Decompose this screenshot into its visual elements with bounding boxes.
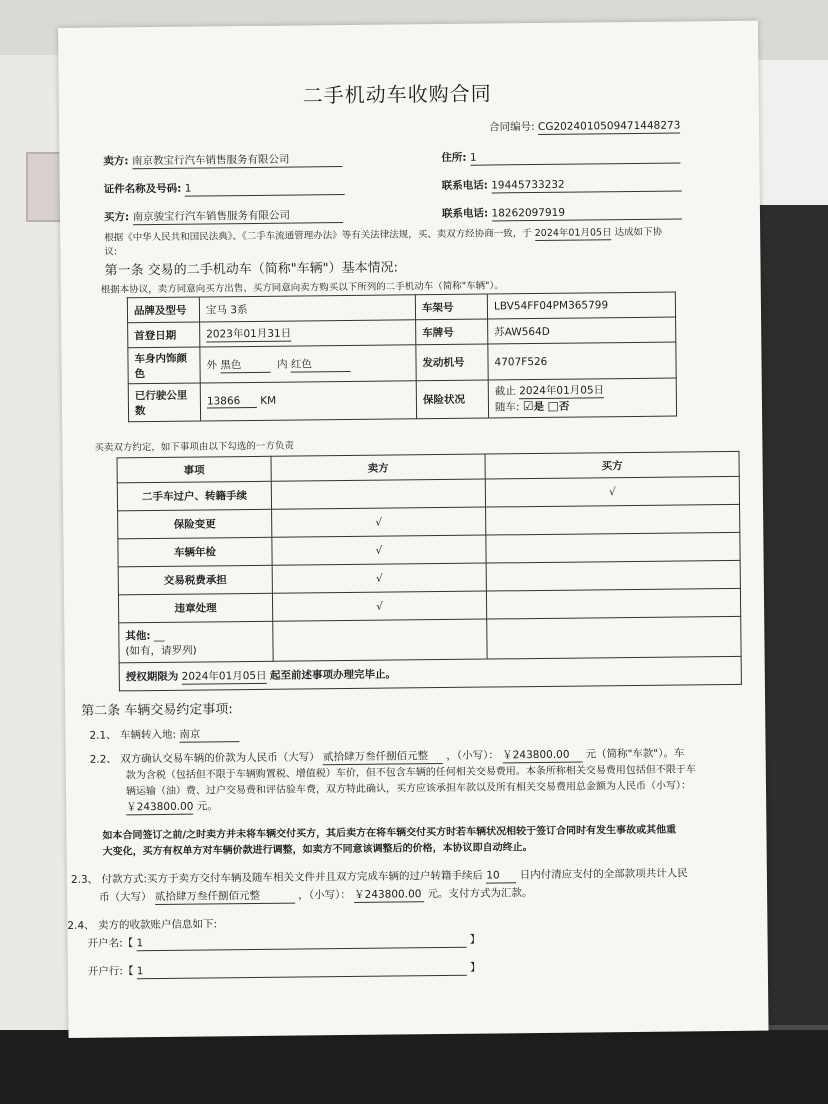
intro-line [104, 226, 662, 246]
row-buyer-check[interactable] [486, 504, 740, 535]
header-item: 事项 [117, 456, 271, 483]
row-seller-check[interactable] [271, 479, 485, 509]
account-bank-value[interactable]: 1 [137, 962, 467, 979]
vin-label: 车架号 [415, 294, 487, 320]
header-buyer: 买方 [485, 451, 739, 479]
yes-label: 是 [533, 400, 545, 414]
engine-value: 4707F526 [488, 342, 676, 380]
no-label: 否 [558, 400, 570, 413]
row-item: 交易税费承担 [118, 565, 272, 595]
clause-2-1-number: 2.1、 [89, 729, 117, 742]
inner-color-label: 内 [277, 358, 288, 371]
buyer-phone-value: 18262097919 [491, 205, 681, 221]
intro-text: 根据《中华人民共和国民法典》、《二手车流通管理办法》等有关法律法规，买、卖双方经协商一致，于 [104, 228, 532, 244]
buyer-phone-label: 联系电话: [441, 207, 489, 220]
row-item: 违章处理 [118, 593, 272, 623]
clause-2-1-value: 南京 [179, 728, 239, 743]
price-upper: 贰拾肆万叁仟捌佰元整 [323, 750, 443, 765]
row-buyer-check[interactable] [486, 532, 740, 563]
clause-2-4 [67, 918, 217, 933]
account-name-value[interactable]: 1 [136, 934, 466, 951]
address-label: 住所: [441, 151, 467, 164]
insurance-until-label: 截止 [494, 385, 516, 398]
clause-2-3-text-a: 付款方式:买方于卖方交付车辆及随车相关文件并且双方完成车辆的过户转籍手续后 [101, 869, 484, 886]
vin-value: LBV54FF04PM365799 [487, 292, 675, 319]
account-bank-label: 开户行:【 [87, 965, 134, 978]
buyer-label: 买方: [103, 211, 130, 224]
outer-color-label: 外 [206, 358, 218, 371]
price-lower: ￥243800.00 [502, 749, 582, 764]
row-seller-check[interactable]: √ [272, 563, 486, 593]
deadline-suffix: 起至前述事项办理完毕止。 [269, 667, 396, 682]
row-item: 车辆年检 [118, 537, 272, 567]
id-value: 1 [185, 181, 345, 197]
background-bottom [0, 1030, 828, 1104]
row-item: 二手车过户、转籍手续 [117, 481, 271, 511]
clause-2-1 [89, 728, 239, 744]
section2-title: 第二条 车辆交易约定事项: [81, 702, 233, 719]
clause-2-2-text-c: 元（简称"车款"）。车 [585, 747, 685, 761]
account-name-row [88, 934, 481, 952]
clause-2-2-line2: 款为含税（包括但不限于车辆购置税、增值税）车价，但不包含车辆的任何相关交易费用。本条所称相关交易费用包括但不限于车 [125, 764, 696, 782]
reg-date-value: 2023年01月31日 [206, 327, 292, 341]
clause-2-2-line4 [126, 800, 218, 815]
seller-phone-label: 联系电话: [441, 179, 488, 192]
row-seller-check[interactable]: √ [272, 535, 486, 565]
responsibility-table [116, 451, 741, 692]
deadline-value: 2024年01月05日 [181, 669, 267, 683]
other-seller-cell[interactable] [273, 619, 487, 661]
section1-title: 第一条 交易的二手机动车（简称"车辆"）基本情况: [104, 260, 399, 279]
contract-number-value: CG2024010509471448273 [537, 119, 681, 133]
plate-value: 苏AW564D [488, 317, 676, 344]
intro-line-2: 议: [104, 246, 118, 258]
deadline-label: 授权期限为 [125, 670, 179, 683]
clause-2-3-line2 [99, 887, 532, 906]
mileage-label: 已行驶公里数 [128, 383, 200, 422]
insurance-until-value: 2024年01月05日 [519, 384, 605, 398]
header-seller: 卖方 [271, 454, 485, 481]
mileage-value: 13866 [207, 395, 257, 409]
buyer-value: 南京骏宝行汽车销售服务有限公司 [132, 209, 342, 225]
inner-color-value: 红色 [291, 355, 351, 372]
total-amount-suffix: 元。 [196, 800, 218, 813]
row-buyer-check[interactable]: √ [485, 476, 739, 507]
seller-phone-row [442, 177, 682, 194]
payment-upper: 贰拾肆万叁仟捌佰元整 [155, 890, 295, 905]
row-seller-check[interactable]: √ [272, 591, 486, 621]
row-buyer-check[interactable] [486, 560, 740, 591]
address-value: 1 [470, 149, 680, 165]
account-name-bracket: 】 [469, 933, 481, 946]
payment-lower: ￥243800.00 [354, 888, 424, 903]
account-bank-bracket: 】 [470, 961, 481, 974]
outer-color-value: 黑色 [220, 356, 270, 373]
engine-label: 发动机号 [416, 344, 488, 381]
seller-phone-value: 19445733232 [491, 177, 681, 193]
address-row [441, 149, 680, 165]
id-label: 证件名称及号码: [103, 182, 182, 196]
other-value[interactable]: __ [153, 629, 165, 642]
clause-2-3-text-e: 元。支付方式为汇款。 [427, 887, 533, 901]
clause-2-3-number: 2.3、 [70, 873, 99, 886]
clause-2-3-line1 [71, 867, 688, 887]
clause-2-4-label: 卖方的收款账户信息如下: [97, 918, 218, 932]
plate-label: 车牌号 [416, 319, 488, 345]
other-buyer-cell[interactable] [487, 616, 741, 659]
brand-value: 宝马 3系 [199, 295, 415, 322]
vehicle-table [127, 292, 677, 423]
other-note: (如有，请罗列) [125, 644, 197, 657]
seller-row [103, 153, 342, 169]
contract-paper [58, 21, 769, 1038]
responsibility-intro: 买卖双方约定，如下事项由以下勾选的一方负责 [94, 440, 294, 454]
clause-2-3-text-d: ，（小写）： [298, 888, 351, 902]
clause-2-2-text-b: ，（小写）： [446, 749, 499, 762]
intro-suffix: 达成如下协 [614, 226, 663, 239]
section1-desc: 根据本协议，卖方同意向买方出售、买方同意向卖方购买以下所列的二手机动车（简称"车辆"）。 [100, 280, 504, 296]
brand-label: 品牌及型号 [127, 297, 199, 323]
clause-2-2-line3: 辆运输（油）费、过户交易费和评估验车费，双方特此确认，买方应该承担车款以及所有相关交易费用总金额为人民币（小写）： [125, 780, 692, 798]
clause-2-2-number: 2.2、 [89, 753, 117, 766]
clause-2-1-label: 车辆转入地: [119, 728, 177, 742]
with-car-label: 随车: [494, 401, 520, 414]
page-title: 二手机动车收购合同 [302, 81, 492, 108]
other-label: 其他: [125, 629, 151, 642]
clause-2-4-number: 2.4、 [67, 919, 95, 932]
clause-2-3-text-b: 日内付清应支付的全部款项共计人民 [519, 867, 688, 882]
account-name-label: 开户名:【 [87, 937, 134, 950]
contract-number-label: 合同编号: [489, 121, 535, 134]
seller-label: 卖方: [103, 155, 129, 168]
total-amount: ￥243800.00 [126, 800, 194, 814]
clause-2-2-text-a: 双方确认交易车辆的价款为人民币（大写） [120, 751, 320, 766]
adjustment-clause-line1: 如本合同签订之前/之时卖方并未将车辆交付买方，其后卖方在将车辆交付买方时若车辆状况相较于签订合同时有发生事故或其他重 [102, 824, 677, 842]
buyer-row [104, 209, 343, 225]
mileage-unit: KM [260, 394, 277, 407]
buyer-phone-row [442, 205, 682, 222]
insurance-label: 保险状况 [416, 380, 488, 419]
row-buyer-check[interactable] [486, 588, 740, 619]
adjustment-clause-line2: 大变化，买方有权单方对车辆价款进行调整，如卖方不同意该调整后的价格，本协议即自动终止。 [102, 842, 533, 858]
no-checkbox[interactable]: □ [547, 398, 559, 413]
intro-date: 2024年01月05日 [534, 227, 612, 240]
clause-2-3-text-c: 币（大写） [99, 891, 152, 904]
color-label: 车身内饰颜色 [128, 347, 200, 384]
seller-value: 南京教宝行汽车销售服务有限公司 [132, 153, 342, 169]
row-item: 保险变更 [118, 509, 272, 539]
yes-checkbox[interactable]: ☑ [522, 399, 534, 414]
id-row [104, 181, 345, 198]
row-seller-check[interactable]: √ [272, 507, 486, 537]
account-bank-row [88, 962, 481, 980]
contract-number [489, 119, 680, 135]
payment-days: 10 [486, 869, 516, 883]
reg-date-label: 首登日期 [128, 322, 200, 348]
